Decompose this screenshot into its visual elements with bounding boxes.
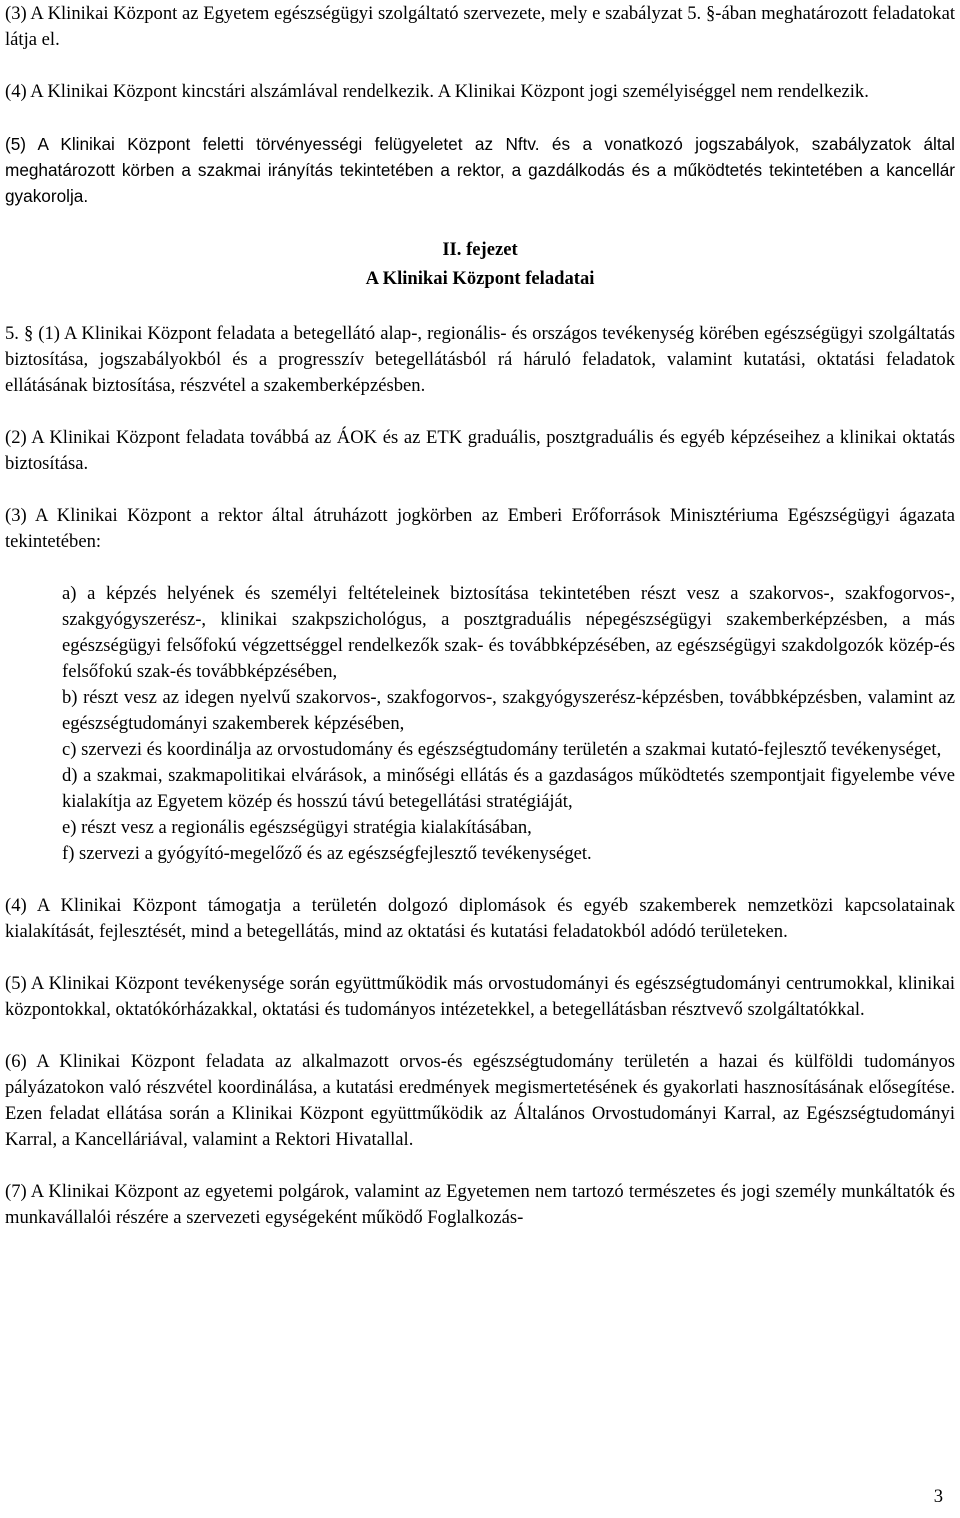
- section-5-paragraph-7: (7) A Klinikai Központ az egyetemi polgárok, valamint az Egyetemen nem tartozó természetes és jogi személy munkáltatók és munkavállalói részére a szervezeti egységeként működő Foglalkozás-: [5, 1181, 955, 1228]
- page-number: 3: [933, 1486, 943, 1507]
- list-item: a) a képzés helyének és személyi feltételeinek biztosítása tekintetében részt vesz a szakorvos-, szakfogorvos-, szakgyógyszerész-, klinikai szakpszichológus, a posztgraduális népegészségügyi szakemberképzésben, a más egészségügyi felsőfokú végzettséggel rendelkezők szak- és továbbképzésében, az egészségügyi szakdolgozók közép-és felsőfokú szak-és továbbképzésében,: [62, 583, 955, 682]
- chapter-heading: [5, 235, 955, 293]
- section-5-paragraph-1: 5. § (1) A Klinikai Központ feladata a betegellátó alap-, regionális- és országos tevékenység körében egészségügyi szolgáltatás biztosítása, jogszabályokból és a progresszív betegellátásból rá háruló feladatok, valamint kutatási, oktatási feladatok ellátásának biztosítása, részvétel a szakemberképzésben.: [5, 323, 955, 396]
- list-item: d) a szakmai, szakmapolitikai elvárások, a minőségi ellátás és a gazdaságos működtetés szempontjait figyelembe véve kialakítja az Egyetem közép és hosszú távú betegellátási stratégiáját,: [62, 765, 955, 812]
- section-5-paragraph-2: (2) A Klinikai Központ feladata továbbá az ÁOK és az ETK graduális, posztgraduális és egyéb képzéseihez a klinikai oktatás biztosítása.: [5, 427, 955, 474]
- list-item: e) részt vesz a regionális egészségügyi stratégia kialakításában,: [62, 817, 532, 838]
- paragraph-3: (3) A Klinikai Központ az Egyetem egészségügyi szolgáltató szervezete, mely e szabályzat 5. §-ában meghatározott feladatokat látja el.: [5, 3, 955, 50]
- paragraph-4: (4) A Klinikai Központ kincstári alszámlával rendelkezik. A Klinikai Központ jogi személyiséggel nem rendelkezik.: [5, 81, 869, 102]
- section-5-paragraph-5: (5) A Klinikai Központ tevékenysége során együttműködik más orvostudományi és egészségtudományi centrumokkal, klinikai központokkal, oktatókórházakkal, oktatási és tudományos intézetekkel, a betegellátásban résztvevő szolgáltatókkal.: [5, 973, 955, 1020]
- list-item: f) szervezi a gyógyító-megelőző és az egészségfejlesztő tevékenységet.: [62, 843, 592, 864]
- lettered-list: [62, 581, 955, 867]
- list-item: b) részt vesz az idegen nyelvű szakorvos-, szakfogorvos-, szakgyógyszerész-képzésben, továbbképzésben, valamint az egészségtudományi szakemberek képzésében,: [62, 687, 955, 734]
- chapter-title: A Klinikai Központ feladatai: [365, 268, 595, 289]
- section-5-paragraph-3: (3) A Klinikai Központ a rektor által átruházott jogkörben az Emberi Erőforrások Minisztériuma Egészségügyi ágazata tekintetében:: [5, 505, 955, 552]
- paragraph-5: (5) A Klinikai Központ feletti törvényességi felügyeletet az Nftv. és a vonatkozó jogszabályok, szabályzatok által meghatározott körben a szakmai irányítás tekintetében a rektor, a gazdálkodás és a működtetés tekintetében a kancellár gyakorolja.: [5, 134, 955, 206]
- section-5-paragraph-6: (6) A Klinikai Központ feladata az alkalmazott orvos-és egészségtudomány területén a hazai és külföldi tudományos pályázatokon való részvétel koordinálása, a kutatási eredmények megismertetésének és gyakorlati hasznosításának elősegítése. Ezen feladat ellátása során a Klinikai Központ együttműködik az Általános Orvostudományi Karral, az Egészségtudományi Karral, a Kancelláriával, valamint a Rektori Hivatallal.: [5, 1051, 955, 1150]
- list-item: c) szervezi és koordinálja az orvostudomány és egészségtudomány területén a szakmai kutató-fejlesztő tevékenységet,: [62, 739, 942, 760]
- document-page: [5, 0, 955, 1231]
- chapter-number: II. fejezet: [442, 239, 518, 260]
- section-5-paragraph-4: (4) A Klinikai Központ támogatja a területén dolgozó diplomások és egyéb szakemberek nemzetközi kapcsolatainak kialakítását, fejlesztését, mind a betegellátás, mind az oktatási és kutatási feladatokból adódó területeken.: [5, 895, 955, 942]
